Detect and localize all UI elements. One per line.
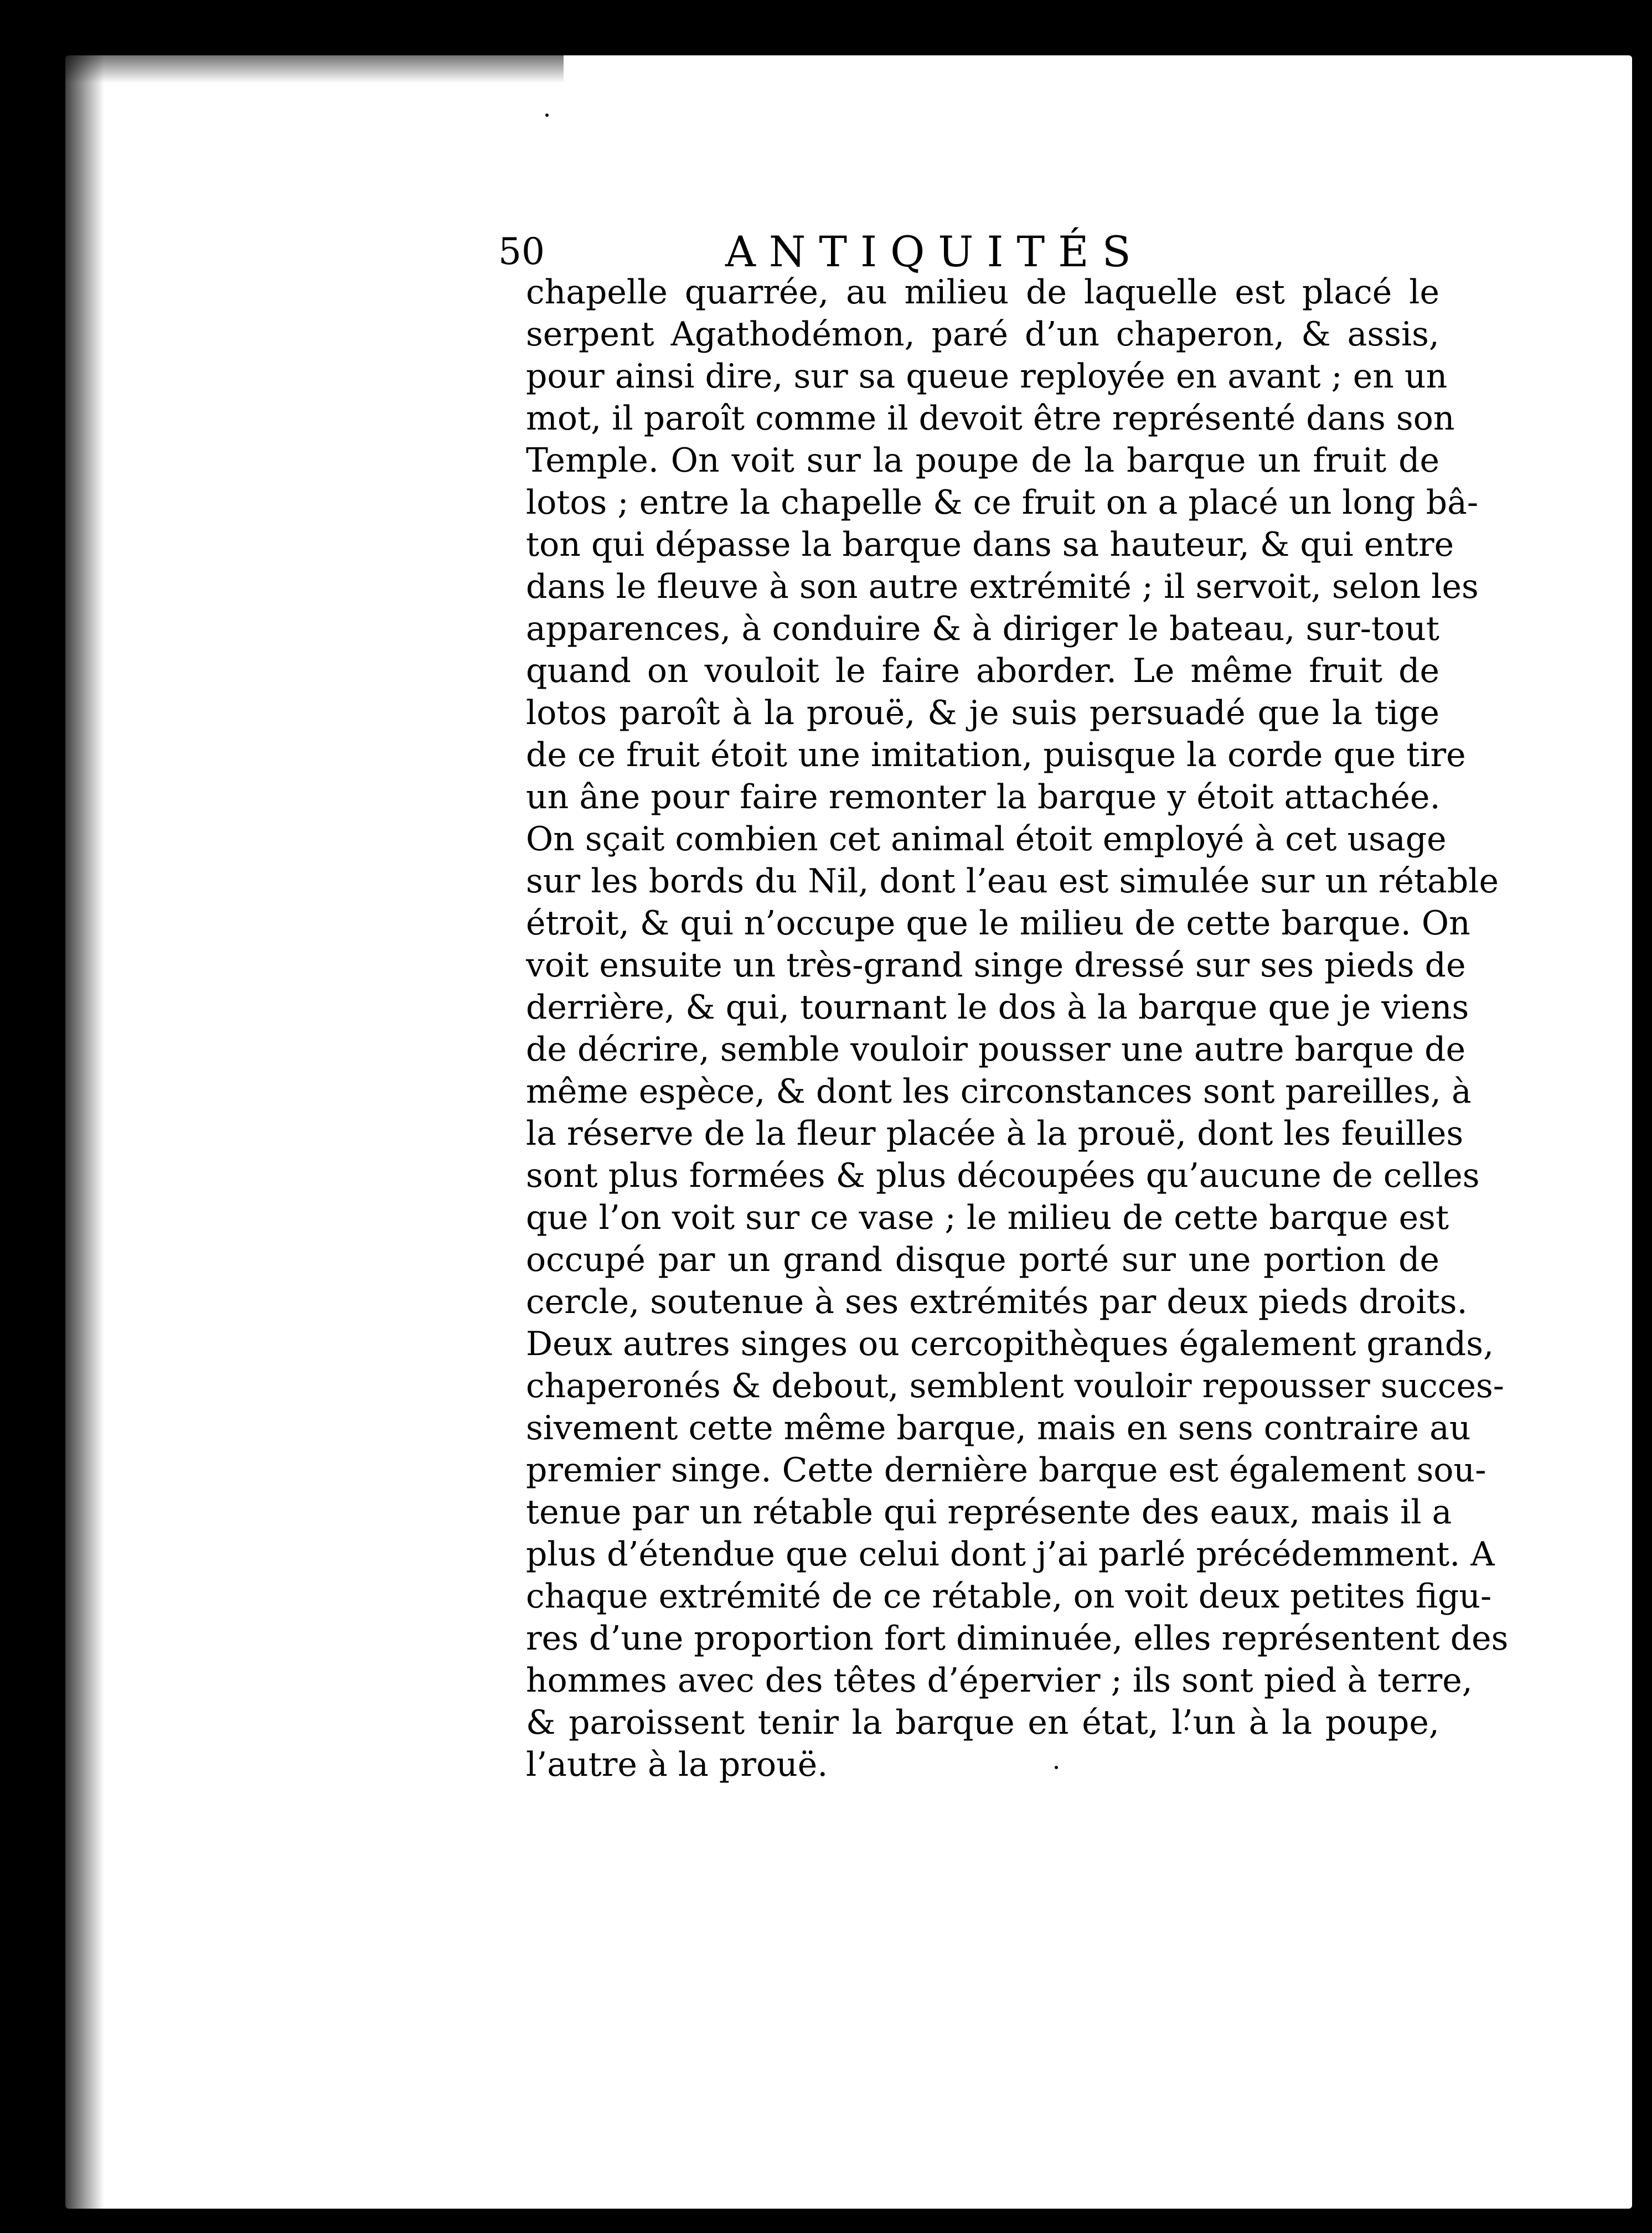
speck [545, 113, 549, 117]
text-line: derrière, & qui, tournant le dos à la barque que je viens [526, 988, 1469, 1027]
text-line: On sçait combien cet animal étoit employé à cet usage [526, 820, 1447, 859]
text-line: voit ensuite un très-grand singe dressé sur ses pieds de [526, 946, 1466, 985]
text-line: tenue par un rétable qui représente des eaux, mais il a [526, 1493, 1452, 1532]
text-line: mot, il paroît comme il devoit être représenté dans son [526, 399, 1455, 438]
page-edge-shadow-left [65, 55, 104, 2209]
text-line: dans le fleuve à son autre extrémité ; il servoit, selon les [526, 567, 1479, 606]
text-line: même espèce, & dont les circonstances sont pareilles, à [526, 1072, 1472, 1111]
text-line: un âne pour faire remonter la barque y étoit attachée. [526, 778, 1441, 816]
text-line: res d’une proportion fort diminuée, elles représentent des [526, 1619, 1509, 1658]
text-line: Deux autres singes ou cercopithèques également grands, [526, 1325, 1494, 1363]
page-edge-shadow-top [65, 55, 564, 83]
text-line: serpent Agathodémon, paré d’un chaperon, & assis, [526, 315, 1439, 354]
text-line: quand on vouloit le faire aborder. Le même fruit de [526, 652, 1439, 690]
running-head: ANTIQUITÉS [725, 227, 1144, 276]
text-line: hommes avec des têtes d’épervier ; ils sont pied à terre, [526, 1661, 1473, 1700]
text-line: pour ainsi dire, sur sa queue reployée en avant ; en un [526, 357, 1448, 396]
text-line: plus d’étendue que celui dont j’ai parlé précédemment. A [526, 1535, 1495, 1574]
text-line: occupé par un grand disque porté sur une portion de [526, 1240, 1439, 1279]
text-line: sont plus formées & plus découpées qu’aucune de celles [526, 1156, 1480, 1195]
body-text [526, 271, 1509, 1786]
text-line: de ce fruit étoit une imitation, puisque la corde que tire [526, 736, 1466, 774]
text-line: sivement cette même barque, mais en sens contraire au [526, 1409, 1471, 1448]
text-line: lotos ; entre la chapelle & ce fruit on a placé un long bâ- [526, 483, 1479, 522]
text-line: l’autre à la prouë. [526, 1745, 828, 1784]
text-line: & paroissent tenir la barque en état, l’un à la poupe, [526, 1703, 1439, 1742]
text-line: apparences, à conduire & à diriger le bateau, sur-tout [526, 609, 1439, 648]
text-line: premier singe. Cette dernière barque est également sou- [526, 1451, 1486, 1490]
text-line: chaperonés & debout, semblent vouloir repousser succes- [526, 1367, 1505, 1405]
text-line: chaque extrémité de ce rétable, on voit deux petites figu- [526, 1577, 1492, 1616]
text-line: ton qui dépasse la barque dans sa hauteur, & qui entre [526, 525, 1454, 564]
text-line: que l’on voit sur ce vase ; le milieu de cette barque est [526, 1198, 1449, 1237]
text-line: lotos paroît à la prouë, & je suis persuadé que la tige [526, 694, 1439, 732]
text-line: étroit, & qui n’occupe que le milieu de cette barque. On [526, 904, 1470, 943]
text-line: Temple. On voit sur la poupe de la barque un fruit de [526, 441, 1439, 480]
text-line: la réserve de la fleur placée à la prouë, dont les feuilles [526, 1114, 1464, 1153]
text-line: sur les bords du Nil, dont l’eau est simulée sur un rétable [526, 862, 1499, 901]
page-number: 50 [498, 230, 545, 273]
text-line: chapelle quarrée, au milieu de laquelle est placé le [526, 273, 1439, 312]
text-line: de décrire, semble vouloir pousser une autre barque de [526, 1030, 1466, 1069]
text-line: cercle, soutenue à ses extrémités par deux pieds droits. [526, 1283, 1468, 1321]
